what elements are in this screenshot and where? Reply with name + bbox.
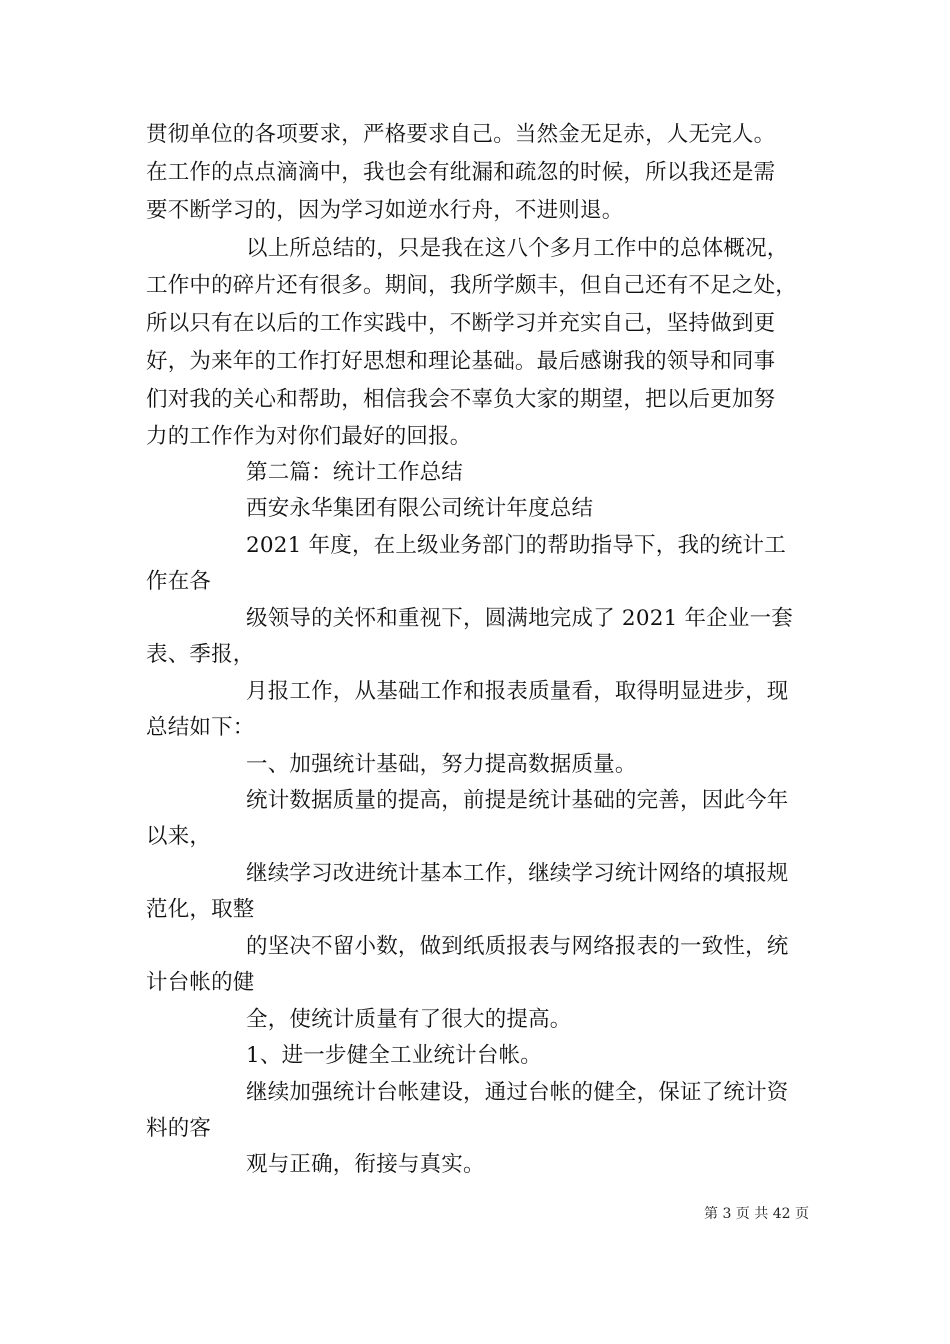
text-line: 所以只有在以后的工作实践中，不断学习并充实自己，坚持做到更 bbox=[146, 311, 776, 336]
text-line: 以来， bbox=[146, 824, 212, 849]
page-number: 第 3 页 共 42 页 bbox=[704, 1206, 809, 1222]
text-line: 计台帐的健 bbox=[146, 970, 255, 995]
text-line: 在工作的点点滴滴中，我也会有纰漏和疏忽的时候，所以我还是需 bbox=[146, 160, 776, 185]
document-title: 西安永华集团有限公司统计年度总结 bbox=[246, 496, 594, 521]
text-line: 级领导的关怀和重视下，圆满地完成了 2021 年企业一套 bbox=[246, 606, 793, 631]
text-line: 2021 年度，在上级业务部门的帮助指导下，我的统计工 bbox=[246, 533, 786, 558]
section-heading: 第二篇：统计工作总结 bbox=[246, 460, 464, 485]
text-line: 全，使统计质量有了很大的提高。 bbox=[246, 1007, 572, 1032]
text-line: 统计数据质量的提高，前提是统计基础的完善，因此今年 bbox=[246, 788, 789, 813]
subsection-heading: 1、进一步健全工业统计台帐。 bbox=[246, 1043, 542, 1068]
text-line: 要不断学习的，因为学习如逆水行舟，不进则退。 bbox=[146, 198, 624, 223]
text-line: 继续加强统计台帐建设，通过台帐的健全，保证了统计资 bbox=[246, 1080, 789, 1105]
text-line: 继续学习改进统计基本工作，继续学习统计网络的填报规 bbox=[246, 861, 789, 886]
text-line: 作在各 bbox=[146, 569, 212, 594]
text-line: 力的工作作为对你们最好的回报。 bbox=[146, 424, 472, 449]
text-line: 表、季报， bbox=[146, 642, 255, 667]
text-line: 好，为来年的工作打好思想和理论基础。最后感谢我的领导和同事 bbox=[146, 349, 776, 374]
text-line: 观与正确，衔接与真实。 bbox=[246, 1152, 485, 1177]
text-line: 工作中的碎片还有很多。期间，我所学颇丰，但自己还有不足之处， bbox=[146, 273, 798, 298]
text-line: 们对我的关心和帮助，相信我会不辜负大家的期望，把以后更加努 bbox=[146, 387, 776, 412]
text-line: 料的客 bbox=[146, 1116, 212, 1141]
text-line: 范化，取整 bbox=[146, 897, 255, 922]
text-line: 的坚决不留小数，做到纸质报表与网络报表的一致性，统 bbox=[246, 934, 789, 959]
text-line: 以上所总结的，只是我在这八个多月工作中的总体概况， bbox=[246, 236, 789, 261]
subsection-heading: 一、加强统计基础，努力提高数据质量。 bbox=[246, 752, 637, 777]
text-line: 总结如下： bbox=[146, 715, 255, 740]
text-line: 贯彻单位的各项要求，严格要求自己。当然金无足赤，人无完人。 bbox=[146, 122, 776, 147]
text-line: 月报工作，从基础工作和报表质量看，取得明显进步，现 bbox=[246, 679, 789, 704]
